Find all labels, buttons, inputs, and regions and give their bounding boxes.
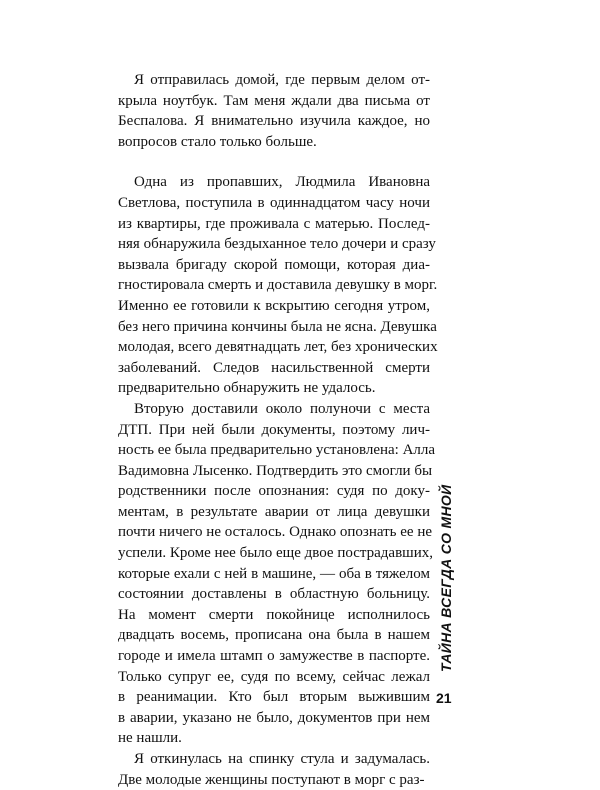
text-line: гностировала смерть и доставила девушку в морг. bbox=[118, 277, 438, 294]
text-line: Две молодые женщины поступают в морг с раз- bbox=[118, 771, 425, 788]
text-line: Вторую доставили около полуночи с места bbox=[134, 400, 430, 417]
text-line: няя обнаружила бездыханное тело дочери и сразу bbox=[118, 236, 436, 253]
text-line: заболеваний. Следов насильственной смерти bbox=[118, 359, 430, 376]
text-line: Беспалова. Я внимательно изучила каждое, но bbox=[118, 113, 430, 130]
text-line: в реанимации. Кто был вторым выжившим bbox=[118, 689, 430, 706]
text-line: Одна из пропавших, Людмила Ивановна bbox=[134, 174, 430, 191]
text-line: Я откинулась на спинку стула и задумалась. bbox=[134, 751, 430, 767]
paragraph bbox=[118, 70, 430, 152]
text-line: молодая, всего девятнадцать лет, без хронических bbox=[118, 339, 438, 356]
text-line: Я отправилась домой, где первым делом от- bbox=[134, 72, 430, 88]
text-line: ность ее была предварительно установлена: Алла bbox=[118, 442, 436, 459]
text-line: не нашли. bbox=[118, 730, 182, 747]
text-line: состоянии доставлены в областную больницу. bbox=[118, 586, 430, 603]
text-line: Именно ее готовили к вскрытию сегодня утром, bbox=[118, 297, 430, 314]
text-line: почти ничего не осталось. Однако опознать ее не bbox=[118, 524, 433, 541]
text-line: Вадимовна Лысенко. Подтвердить это смогли бы bbox=[118, 462, 433, 479]
running-title bbox=[434, 484, 458, 678]
page-number: 21 bbox=[436, 690, 452, 706]
text-line: вопросов стало только больше. bbox=[118, 133, 317, 150]
text-line: из квартиры, где проживала с матерью. Послед- bbox=[118, 215, 430, 232]
text-line: родственники после опознания: судя по доку- bbox=[118, 483, 430, 500]
text-line: которые ехали с ней в машине, — оба в тяжелом bbox=[118, 565, 430, 582]
text-line: ментам, в результате аварии от лица девушки bbox=[118, 503, 430, 520]
text-line: вызвала бригаду скорой помощи, которая диа- bbox=[118, 256, 430, 273]
text-line: Светлова, поступила в одиннадцатом часу ночи bbox=[118, 194, 430, 211]
text-line: предварительно обнаружить не удалось. bbox=[118, 380, 376, 397]
text-line: городе и имела штамп о замужестве в паспорте. bbox=[118, 648, 430, 665]
text-line: двадцать восемь, прописана она была в нашем bbox=[118, 627, 430, 644]
text-line: Только супруг ее, судя по всему, сейчас лежал bbox=[118, 668, 430, 685]
paragraph-gap bbox=[118, 152, 430, 172]
text-line: без него причина кончины была не ясна. Девушка bbox=[118, 318, 437, 335]
page-body bbox=[118, 70, 438, 790]
paragraph bbox=[118, 172, 438, 399]
text-line: На момент смерти покойнице исполнилось bbox=[118, 606, 430, 623]
text-line: в аварии, указано не было, документов при нем bbox=[118, 709, 430, 726]
paragraph bbox=[118, 749, 430, 790]
paragraph bbox=[118, 399, 436, 749]
text-line: успели. Кроме нее было еще двое пострадавших, bbox=[118, 545, 433, 562]
running-title-text: ТАЙНА ВСЕГДА СО МНОЙ bbox=[438, 484, 454, 672]
text-line: крыла ноутбук. Там меня ждали два письма от bbox=[118, 92, 430, 109]
text-line: ДТП. При ней были документы, поэтому лич- bbox=[118, 421, 430, 438]
